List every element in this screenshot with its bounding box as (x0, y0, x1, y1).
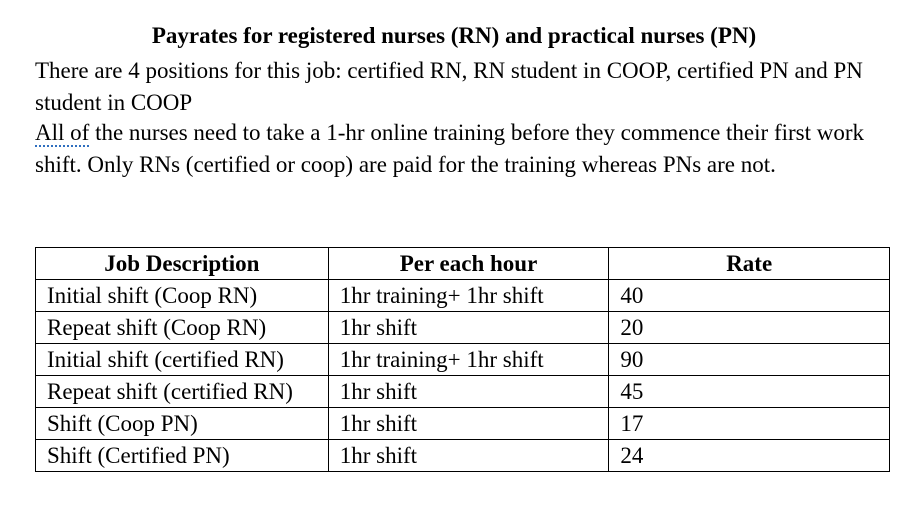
training-paragraph-text: the nurses need to take a 1-hr online training before they commence their first work shift. Only RNs (certified or coop) are paid for the training whereas PNs are not. (35, 120, 865, 177)
header-rate: Rate (609, 248, 890, 280)
per-hour-cell: 1hr shift (328, 376, 609, 408)
header-job-description: Job Description (36, 248, 329, 280)
rate-cell: 20 (609, 312, 890, 344)
job-description-cell: Shift (Certified PN) (36, 440, 329, 472)
job-description-cell: Initial shift (certified RN) (36, 344, 329, 376)
table-header-row (36, 248, 890, 280)
per-hour-cell: 1hr shift (328, 312, 609, 344)
rate-cell: 40 (609, 280, 890, 312)
job-description-cell: Shift (Coop PN) (36, 408, 329, 440)
per-hour-cell: 1hr training+ 1hr shift (328, 344, 609, 376)
rate-cell: 17 (609, 408, 890, 440)
table-row (36, 344, 890, 376)
job-description-cell: Initial shift (Coop RN) (36, 280, 329, 312)
per-hour-cell: 1hr shift (328, 440, 609, 472)
job-description-cell: Repeat shift (certified RN) (36, 376, 329, 408)
table-row (36, 280, 890, 312)
table-row (36, 312, 890, 344)
job-description-cell: Repeat shift (Coop RN) (36, 312, 329, 344)
spellcheck-underlined-text: All of (35, 120, 90, 145)
header-per-each-hour: Per each hour (328, 248, 609, 280)
per-hour-cell: 1hr shift (328, 408, 609, 440)
table-row (36, 376, 890, 408)
rate-cell: 24 (609, 440, 890, 472)
rate-cell: 90 (609, 344, 890, 376)
payrate-table (35, 247, 890, 472)
positions-paragraph: There are 4 positions for this job: certified RN, RN student in COOP, certified PN and PN student in COOP (35, 58, 863, 115)
document-title: Payrates for registered nurses (RN) and practical nurses (PN) (151, 23, 757, 48)
rate-cell: 45 (609, 376, 890, 408)
per-hour-cell: 1hr training+ 1hr shift (328, 280, 609, 312)
training-paragraph (35, 117, 895, 181)
table-row (36, 440, 890, 472)
table-row (36, 408, 890, 440)
